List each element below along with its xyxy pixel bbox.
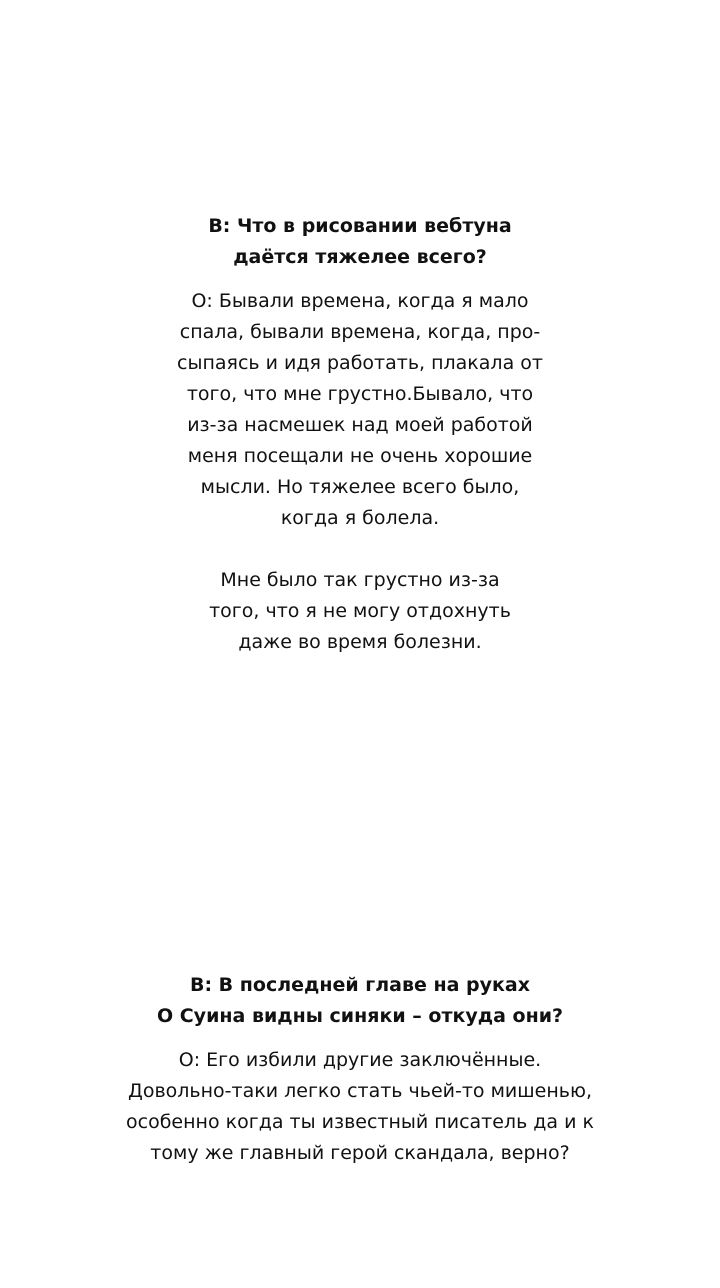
answer-1-continued-line: даже во время болезни.	[238, 631, 482, 653]
answer-1-line: сыпаясь и идя работать, плакала от	[177, 352, 543, 374]
answer-2-line: особенно когда ты известный писатель да и к	[126, 1111, 594, 1133]
answer-1-continued	[0, 565, 720, 658]
answer-1-continued-line: Мне было так грустно из-за	[220, 569, 500, 591]
answer-2	[0, 1045, 720, 1169]
answer-1-line: мысли. Но тяжелее всего было,	[200, 476, 520, 498]
answer-1-line: меня посещали не очень хорошие	[187, 445, 533, 467]
answer-1-line: спала, бывали времена, когда, про-	[179, 321, 541, 343]
question-2	[0, 970, 720, 1032]
question-2-line: В: В последней главе на руках	[189, 974, 531, 996]
qa-block-1	[0, 211, 720, 658]
qa-block-2	[0, 970, 720, 1169]
answer-1	[0, 286, 720, 534]
question-1-line: даётся тяжелее всего?	[233, 246, 487, 268]
answer-1-line: О: Бывали времена, когда я мало	[191, 290, 529, 312]
answer-2-line: Довольно-таки легко стать чьей-то мишенью,	[128, 1080, 592, 1102]
answer-2-line: тому же главный герой скандала, верно?	[150, 1142, 570, 1164]
answer-1-line: когда я болела.	[280, 507, 440, 529]
question-1-line: В: Что в рисовании вебтуна	[208, 215, 512, 237]
answer-1-line: из-за насмешек над моей работой	[187, 414, 533, 436]
question-2-line: О Суина видны синяки – откуда они?	[156, 1005, 564, 1027]
answer-1-line: того, что мне грустно.Бывало, что	[186, 383, 534, 405]
answer-2-line: О: Его избили другие заключённые.	[178, 1049, 542, 1071]
question-1	[0, 211, 720, 273]
answer-1-continued-line: того, что я не могу отдохнуть	[209, 600, 511, 622]
